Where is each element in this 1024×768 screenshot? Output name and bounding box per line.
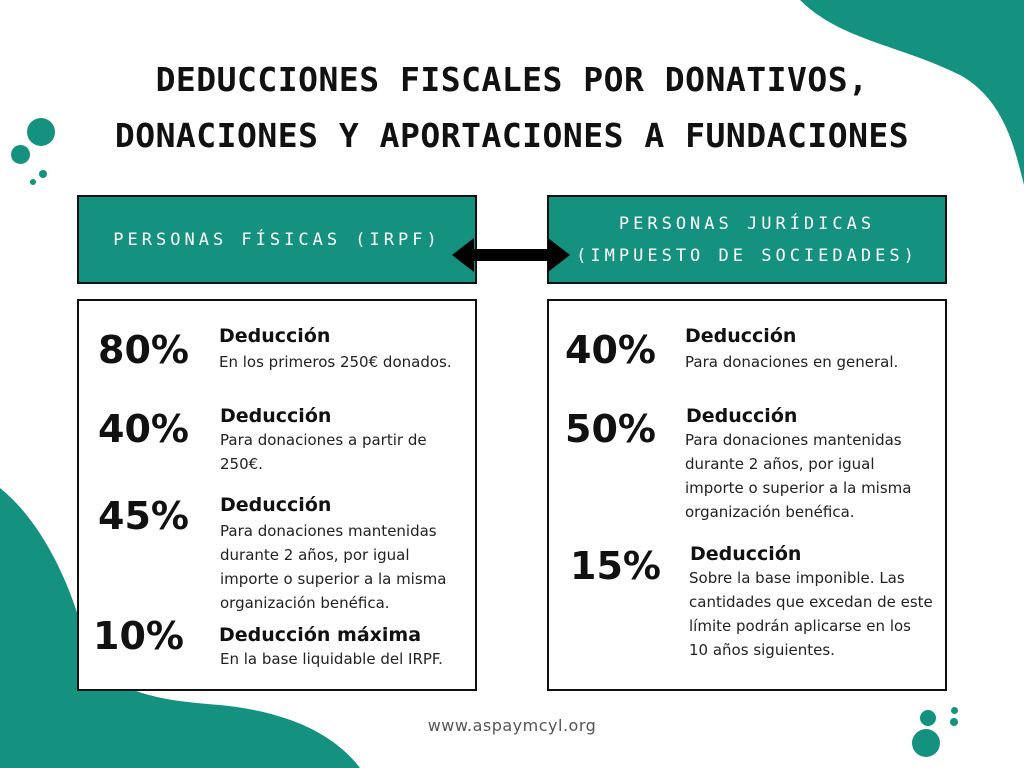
right-desc-3: Sobre la base imponible. Las cantidades que excedan de este límite podrán aplicarse en los 10 años siguientes.: [689, 569, 933, 659]
left-header: [77, 195, 477, 284]
left-label-1: Deducción: [219, 325, 331, 347]
page-title: [0, 52, 1024, 164]
title-line-1: DEDUCCIONES FISCALES POR DONATIVOS,: [155, 60, 869, 99]
decor-dot-small: [39, 170, 47, 178]
left-desc-4: En la base liquidable del IRPF.: [220, 650, 443, 668]
right-desc-2: Para donaciones mantenidas durante 2 años, por igual importe o superior a la misma organización benéfica.: [685, 431, 912, 521]
right-header-line-2: (IMPUESTO DE SOCIEDADES): [576, 245, 918, 266]
title-line-2: DONACIONES Y APORTACIONES A FUNDACIONES: [114, 116, 910, 155]
left-pct-3: 45%: [98, 494, 189, 538]
right-pct-2: 50%: [565, 407, 656, 451]
right-desc-1: Para donaciones en general.: [685, 353, 899, 371]
right-label-3: Deducción: [690, 543, 802, 565]
left-label-4: Deducción máxima: [219, 624, 422, 646]
left-pct-4: 10%: [93, 614, 184, 658]
left-pct-1: 80%: [98, 328, 189, 372]
left-header-label: PERSONAS FÍSICAS (IRPF): [113, 229, 441, 250]
left-label-3: Deducción: [220, 494, 332, 516]
right-label-1: Deducción: [685, 325, 797, 347]
left-pct-2: 40%: [98, 407, 189, 451]
left-desc-3: Para donaciones mantenidas durante 2 años, por igual importe o superior a la misma organización benéfica.: [220, 522, 447, 612]
decor-dot-tiny: [30, 179, 36, 185]
decor-dot-br-3: [951, 707, 958, 714]
left-label-2: Deducción: [220, 405, 332, 427]
right-header-line-1: PERSONAS JURÍDICAS: [618, 213, 876, 234]
right-header: [547, 195, 947, 284]
double-arrow-icon: [452, 238, 570, 272]
left-desc-1: En los primeros 250€ donados.: [219, 353, 452, 371]
right-label-2: Deducción: [686, 405, 798, 427]
right-pct-3: 15%: [570, 544, 661, 588]
right-pct-1: 40%: [565, 328, 656, 372]
left-desc-2: Para donaciones a partir de 250€.: [220, 431, 427, 473]
footer-url[interactable]: www.aspaymcyl.org: [427, 716, 597, 735]
